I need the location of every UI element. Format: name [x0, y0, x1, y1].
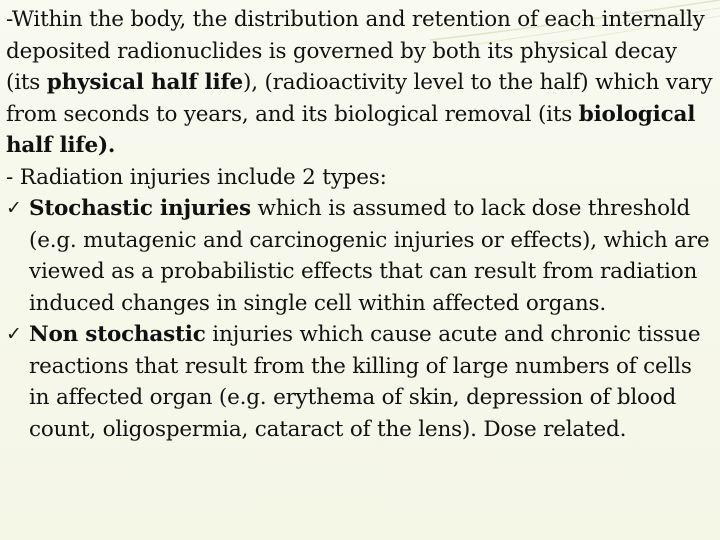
bullet-non-stochastic-text: injuries which cause acute and chronic tissue reactions that result from the killing of large numbers of cells in affected organ (e.g. erythema of skin, depression of blood count, oligospermia, cataract of the lens). Dose related.	[29, 322, 701, 442]
p1-text-3: ).	[97, 133, 116, 158]
paragraph-half-life	[6, 4, 714, 162]
checkmark-icon: ✓	[6, 323, 22, 345]
bullet-stochastic-text: which is assumed to lack dose threshold (e.g. mutagenic and carcinogenic injuries or effects), which are viewed as a probabilistic effects that can result from radiation induced changes in single cell within affected organs.	[29, 196, 710, 316]
p1-text-2: ), (radioactivity level to the half) which vary from seconds to years, and its biological removal (its	[6, 70, 713, 127]
bullet-non-stochastic	[6, 319, 714, 445]
slide-body	[6, 4, 714, 445]
p1-text-1: -Within the body, the distribution and retention of each internally deposited radionuclides is governed by both its physical decay (its	[6, 7, 705, 95]
paragraph-injury-types: - Radiation injuries include 2 types:	[6, 164, 387, 190]
checkmark-icon: ✓	[6, 197, 22, 219]
bullet-stochastic-title: Stochastic injuries	[29, 196, 251, 221]
bullet-stochastic	[6, 193, 714, 319]
p1-bold-physical-half-life: physical half life	[46, 70, 244, 95]
bullet-non-stochastic-title: Non stochastic	[29, 322, 206, 347]
p1-bold-biological-half-life: biological half life	[6, 101, 696, 158]
